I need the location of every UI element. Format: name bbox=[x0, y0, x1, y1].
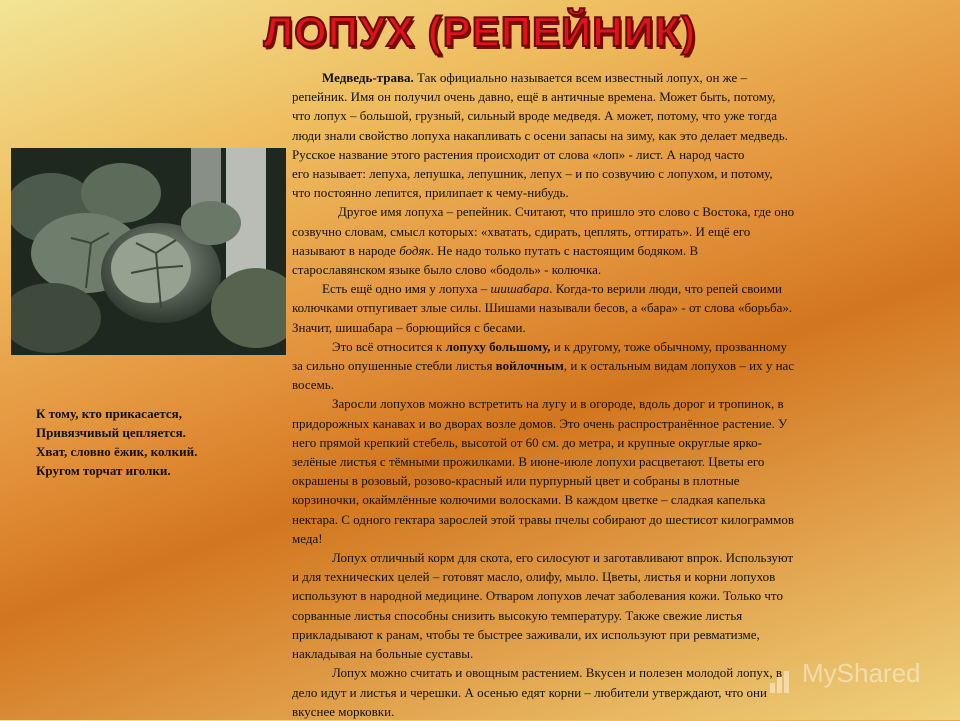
text-line: Заросли лопухов можно встретить на лугу и в огороде, вдоль дорог и тропинок, в bbox=[332, 396, 784, 412]
text-line: придорожных канавах и во дворах возле домов. Это очень распространённое растение. У bbox=[292, 415, 788, 431]
text-line: Другое имя лопуха – репейник. Считают, что пришло это слово с Востока, где оно bbox=[338, 204, 795, 220]
text-line: корзиночки, окаймлённые колючими волосками. В каждом цветке – сладкая капелька bbox=[292, 492, 766, 508]
text-line: восемь. bbox=[292, 377, 334, 393]
poem-line: К тому, кто прикасается, bbox=[36, 406, 182, 421]
text-line: окрашены в розовый, розово-красный или пурпурный цвет и собраны в плотные bbox=[292, 473, 740, 489]
text-line: нектара. С одного гектара зарослей этой травы пчелы собирают до шестисот килограммов bbox=[292, 511, 795, 527]
text-line: Это всё относится к лопуху большому, и к другому, тоже обычному, прозванному bbox=[332, 338, 787, 354]
text-line: дело идут и листья и черешки. А осенью едят корни – любители утверждают, что они bbox=[292, 684, 767, 700]
text-line: Есть ещё одно имя у лопуха – шишабара. Когда-то верили люди, что репей своими bbox=[322, 281, 782, 297]
text-line: Лопух отличный корм для скота, его силосуют и заготавливают впрок. Используют bbox=[332, 550, 794, 566]
slide-title: ЛОПУХ (РЕПЕЙНИК) bbox=[263, 8, 697, 55]
bar-chart-icon bbox=[770, 662, 798, 686]
text-line: что постоянно лепится, прилипает к чему-нибудь. bbox=[292, 185, 569, 201]
text-line: зелёные листья с тёмными прожилками. В июне-июле лопухи расцветают. Цветы его bbox=[292, 454, 765, 470]
text-line: колючками отпугивает злые силы. Шишами называли бесов, а «бара» - от слова «борьба». bbox=[292, 300, 793, 316]
text-line: Лопух можно считать и овощным растением. Вкусен и полезен молодой лопух, в bbox=[332, 665, 783, 681]
text-line: используют в народной медицине. Отваром лопухов лечат заболевания кожи. Только что bbox=[292, 588, 783, 604]
text-line: созвучно словам, смысл которых: «хватать, сдирать, цеплять, оттирать». И ещё его bbox=[292, 223, 751, 239]
text-line: Медведь-трава. Так официально называется всем известный лопух, он же – bbox=[322, 70, 747, 85]
text-line: репейник. Имя он получил очень давно, ещё в античные времена. Может быть, потому, bbox=[292, 89, 776, 105]
text-line: его называет: лепуха, лепушка, лепушник, лепух – и по созвучию с лопухом, и потому, bbox=[292, 166, 773, 182]
text-line: меда! bbox=[292, 530, 323, 546]
text-line: Значит, шишабара – борющийся с бесами. bbox=[292, 319, 526, 335]
text-line: накладывая на больные суставы. bbox=[292, 646, 474, 662]
poem-line: Кругом торчат иголки. bbox=[36, 463, 171, 478]
poem-line: Хват, словно ёжик, колкий. bbox=[36, 444, 198, 459]
watermark: MyShared bbox=[770, 658, 921, 689]
text-line: и для технических целей – готовят масло, олифу, мыло. Цветы, листья и корни лопухов bbox=[292, 569, 776, 585]
text-line: люди знали свойство лопуха накапливать с осени запасы на зиму, как это делает медведь. bbox=[292, 127, 788, 143]
text-line: прикладывают к ранам, чтобы те быстрее заживали, их используют при ревматизме, bbox=[292, 626, 760, 642]
text-line: Русское название этого растения происходит от слова «лоп» - лист. А народ часто bbox=[292, 146, 745, 162]
burdock-leaves-icon bbox=[11, 148, 286, 355]
text-line: что лопух – большой, грузный, сильный вроде медведя. А может, потому, что уже тогда bbox=[292, 108, 777, 124]
text-line: вкуснее морковки. bbox=[292, 703, 395, 719]
text-line: за сильно опушенные стебли листья войлочным, и к остальным видам лопухов – их у нас bbox=[292, 358, 795, 374]
poem bbox=[36, 404, 276, 480]
article-text bbox=[292, 68, 916, 721]
text-line: старославянском языке было слово «бодоль» - колючка. bbox=[292, 262, 602, 278]
poem-line: Привязчивый цепляется. bbox=[36, 425, 186, 440]
text-line: него прямой крепкий стебель, высотой от 60 см. до метра, и крупные округлые ярко- bbox=[292, 434, 762, 450]
term-bold: Медведь-трава. bbox=[322, 70, 414, 85]
burdock-photo bbox=[11, 148, 286, 355]
text-line: сорванные листья способны снизить высокую температуру. Также свежие листья bbox=[292, 607, 743, 623]
text-line: называют в народе бодяк. Не надо только путать с настоящим бодяком. В bbox=[292, 242, 699, 258]
